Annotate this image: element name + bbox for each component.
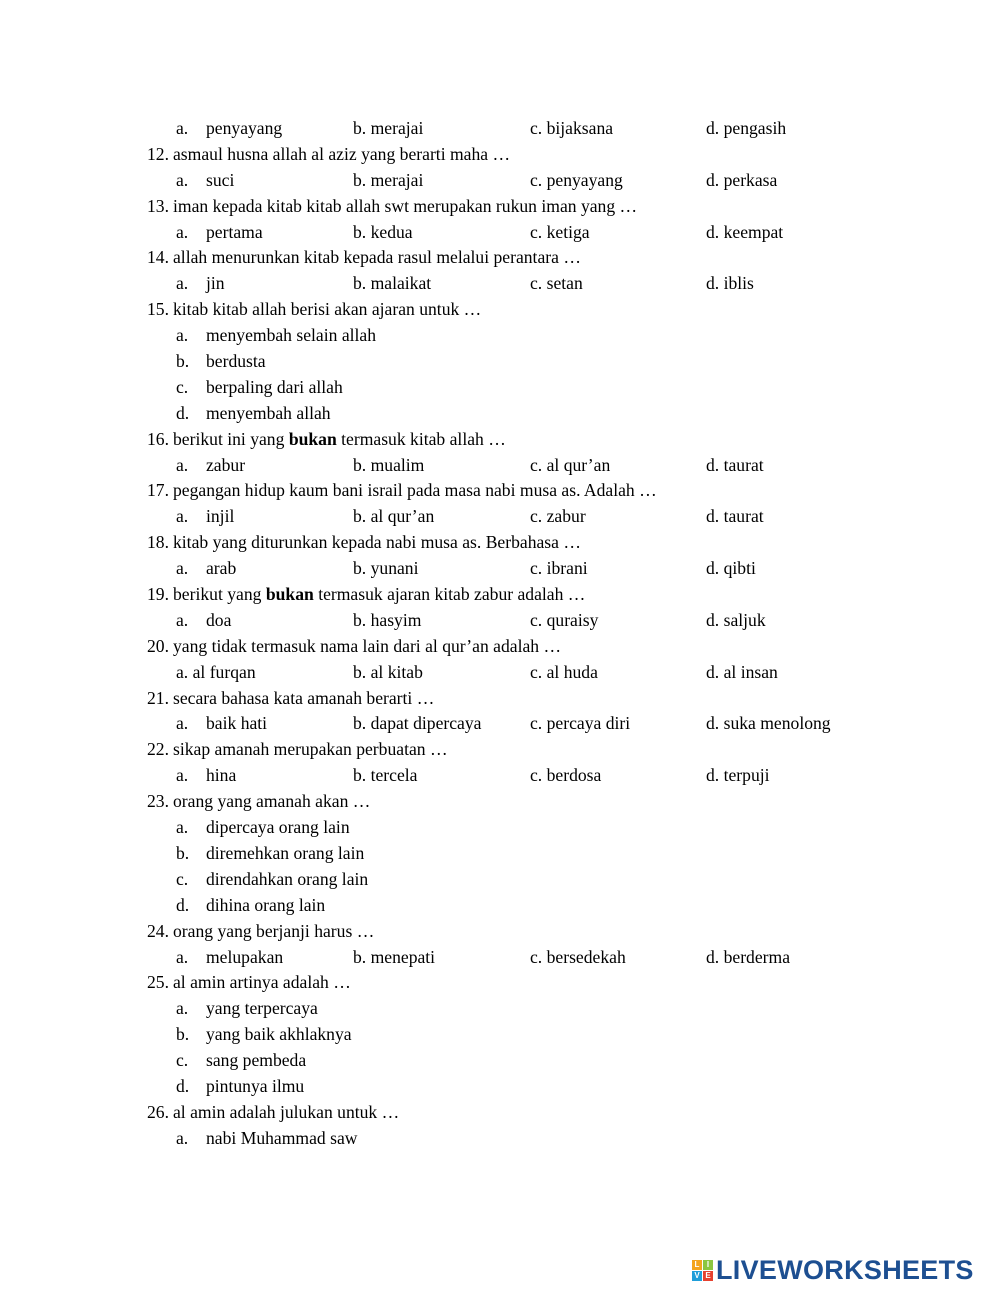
q17-option-d[interactable]: d. taurat <box>706 506 764 527</box>
q14-options <box>0 271 1000 297</box>
q21-option-b[interactable]: b. dapat dipercaya <box>353 713 482 734</box>
q26-option-a-row <box>0 1126 1000 1152</box>
q26-option-a[interactable]: a. nabi Muhammad saw <box>176 1127 358 1148</box>
q25-option-b-row <box>0 1022 1000 1048</box>
q21-option-c[interactable]: c. percaya diri <box>530 713 631 734</box>
q17-question: 17. pegangan hidup kaum bani israil pada masa nabi musa as. Adalah … <box>147 480 657 501</box>
q16-options <box>0 453 1000 479</box>
q16-question: 16. berikut ini yang bukan termasuk kitab allah … <box>147 428 506 449</box>
q23-option-a[interactable]: a. dipercaya orang lain <box>176 817 350 838</box>
q16-option-d[interactable]: d. taurat <box>706 454 764 475</box>
q18-option-a[interactable]: a. arab <box>176 558 237 579</box>
logo-mark-l: L <box>692 1260 702 1270</box>
q23-option-d-row <box>0 893 1000 919</box>
q18-option-d[interactable]: d. qibti <box>706 558 756 579</box>
q12-question: 12. asmaul husna allah al aziz yang berarti maha … <box>147 143 511 164</box>
liveworksheets-logo[interactable] <box>692 1255 974 1285</box>
q17-option-a[interactable]: a. injil <box>176 506 235 527</box>
logo-mark-v: V <box>692 1271 702 1281</box>
q20-option-a[interactable]: a. al furqan <box>176 661 256 682</box>
worksheet-page <box>0 116 1000 1152</box>
q19-option-a[interactable]: a. doa <box>176 609 232 630</box>
q15-option-c[interactable]: c. berpaling dari allah <box>176 376 343 397</box>
q22-question: 22. sikap amanah merupakan perbuatan … <box>147 739 448 760</box>
q25-option-a[interactable]: a. yang terpercaya <box>176 998 318 1019</box>
q12-option-c[interactable]: c. penyayang <box>530 169 623 190</box>
q11-option-b[interactable]: b. merajai <box>353 118 424 138</box>
q21-question: 21. secara bahasa kata amanah berarti … <box>147 687 435 708</box>
q15-option-a[interactable]: a. menyembah selain allah <box>176 325 377 346</box>
q24-options <box>0 945 1000 971</box>
logo-wordmark: LIVEWORKSHEETS <box>716 1254 974 1285</box>
q13-options <box>0 220 1000 246</box>
q25-option-c[interactable]: c. sang pembeda <box>176 1050 307 1071</box>
q24-option-a[interactable]: a. melupakan <box>176 946 284 967</box>
q24-option-c[interactable]: c. bersedekah <box>530 946 626 967</box>
q16-option-c[interactable]: c. al qur’an <box>530 454 611 475</box>
q21-options <box>0 711 1000 737</box>
q25-option-d-row <box>0 1074 1000 1100</box>
q18-question: 18. kitab yang diturunkan kepada nabi musa as. Berbahasa … <box>147 532 581 553</box>
q13-option-a[interactable]: a. pertama <box>176 221 263 242</box>
q11-options <box>0 116 1000 142</box>
q13-question: 13. iman kepada kitab kitab allah swt merupakan rukun iman yang … <box>147 195 638 216</box>
q19-question: 19. berikut yang bukan termasuk ajaran kitab zabur adalah … <box>147 584 586 605</box>
q19-option-c[interactable]: c. quraisy <box>530 609 599 630</box>
logo-mark-e: E <box>703 1271 713 1281</box>
q22-option-d[interactable]: d. terpuji <box>706 765 770 786</box>
q14-option-a[interactable]: a. jin <box>176 273 225 294</box>
q23-option-d[interactable]: d. dihina orang lain <box>176 894 326 915</box>
q21-option-d[interactable]: d. suka menolong <box>706 713 831 734</box>
q19-options <box>0 608 1000 634</box>
q15-option-d[interactable]: d. menyembah allah <box>176 402 331 423</box>
q22-option-a[interactable]: a. hina <box>176 765 237 786</box>
q19-option-d[interactable]: d. saljuk <box>706 609 766 630</box>
q25-option-b[interactable]: b. yang baik akhlaknya <box>176 1024 352 1045</box>
q15-question: 15. kitab kitab allah berisi akan ajaran untuk … <box>147 299 482 320</box>
q15-option-c-row <box>0 375 1000 401</box>
q20-option-d[interactable]: d. al insan <box>706 661 778 682</box>
q23-option-a-row <box>0 815 1000 841</box>
q24-question: 24. orang yang berjanji harus … <box>147 920 375 941</box>
q11-option-d[interactable]: d. pengasih <box>706 118 787 138</box>
q18-option-b[interactable]: b. yunani <box>353 558 419 579</box>
q19-option-b[interactable]: b. hasyim <box>353 609 422 630</box>
q13-option-b[interactable]: b. kedua <box>353 221 413 242</box>
q20-options <box>0 660 1000 686</box>
q14-option-d[interactable]: d. iblis <box>706 273 754 294</box>
q23-question: 23. orang yang amanah akan … <box>147 791 371 812</box>
q26-question: 26. al amin adalah julukan untuk … <box>147 1101 400 1122</box>
q15-option-b-row <box>0 349 1000 375</box>
q16-option-a[interactable]: a. zabur <box>176 454 246 475</box>
q24-option-d[interactable]: d. berderma <box>706 946 791 967</box>
q23-option-c-row <box>0 867 1000 893</box>
liveworksheets-logo-icon <box>692 1260 713 1281</box>
q14-option-c[interactable]: c. setan <box>530 273 583 294</box>
q15-option-b[interactable]: b. berdusta <box>176 351 266 372</box>
q25-option-c-row <box>0 1048 1000 1074</box>
q12-options <box>0 168 1000 194</box>
logo-mark-i: I <box>703 1260 713 1270</box>
q13-option-c[interactable]: c. ketiga <box>530 221 590 242</box>
q25-question: 25. al amin artinya adalah … <box>147 972 351 993</box>
q17-options <box>0 504 1000 530</box>
q15-option-d-row <box>0 401 1000 427</box>
q18-options <box>0 556 1000 582</box>
q18-option-c[interactable]: c. ibrani <box>530 558 588 579</box>
q22-option-c[interactable]: c. berdosa <box>530 765 602 786</box>
q21-option-a[interactable]: a. baik hati <box>176 713 268 734</box>
q20-option-b[interactable]: b. al kitab <box>353 661 423 682</box>
q22-option-b[interactable]: b. tercela <box>353 765 418 786</box>
q15-option-a-row <box>0 323 1000 349</box>
q20-option-c[interactable]: c. al huda <box>530 661 598 682</box>
q14-question: 14. allah menurunkan kitab kepada rasul melalui perantara … <box>147 247 581 268</box>
q20-question: 20. yang tidak termasuk nama lain dari al qur’an adalah … <box>147 635 562 656</box>
q23-option-c[interactable]: c. direndahkan orang lain <box>176 868 369 889</box>
q22-options <box>0 763 1000 789</box>
q25-option-a-row <box>0 996 1000 1022</box>
q24-option-b[interactable]: b. menepati <box>353 946 436 967</box>
q17-option-b[interactable]: b. al qur’an <box>353 506 435 527</box>
q12-option-d[interactable]: d. perkasa <box>706 169 778 190</box>
q17-option-c[interactable]: c. zabur <box>530 506 586 527</box>
q23-option-b-row <box>0 841 1000 867</box>
q25-option-d[interactable]: d. pintunya ilmu <box>176 1075 305 1096</box>
q14-option-b[interactable]: b. malaikat <box>353 273 432 294</box>
q11-option-a[interactable]: a. penyayang <box>176 118 283 138</box>
q12-option-b[interactable]: b. merajai <box>353 169 424 190</box>
q12-option-a[interactable]: a. suci <box>176 169 235 190</box>
q16-option-b[interactable]: b. mualim <box>353 454 425 475</box>
q23-option-b[interactable]: b. diremehkan orang lain <box>176 842 365 863</box>
q13-option-d[interactable]: d. keempat <box>706 221 784 242</box>
q11-option-c[interactable]: c. bijaksana <box>530 118 614 138</box>
